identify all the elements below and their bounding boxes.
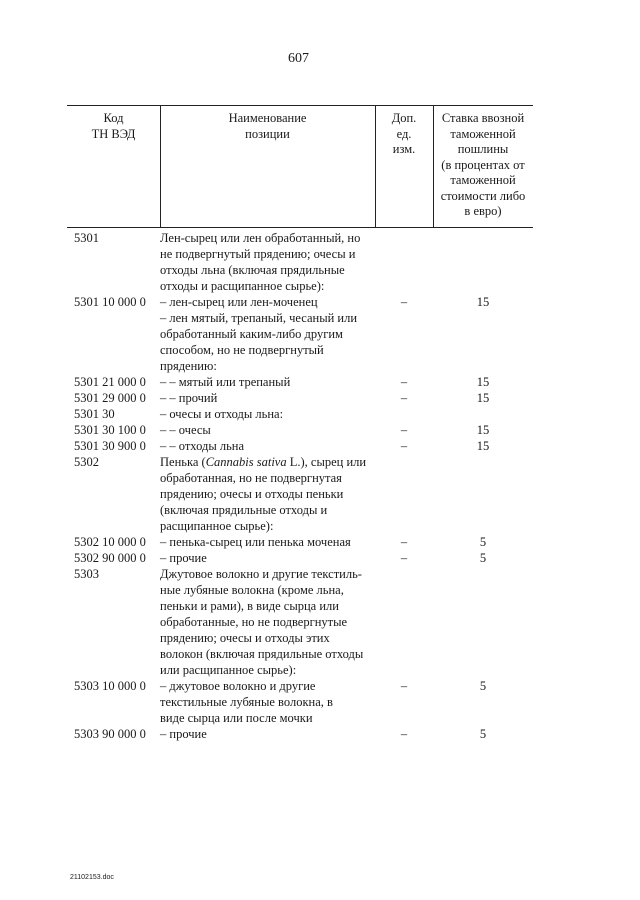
table-row xyxy=(67,534,533,550)
row-rate: 15 xyxy=(476,375,490,389)
row-name: – лен мятый, трепаный, чесаный или обработанный каким-либо другим способом, но не подвергнутый прядению: xyxy=(160,311,358,373)
row-rate: 5 xyxy=(479,551,487,565)
row-name-part: L.), сырец или обработанная, но не подвергнутая прядению; очесы и отходы пеньки (включая прядильные отходы и расщипанное сырье): xyxy=(160,455,367,533)
row-rate xyxy=(433,230,533,294)
row-code: 5302 10 000 0 xyxy=(74,535,146,549)
table-row xyxy=(67,454,533,534)
row-rate xyxy=(433,566,533,678)
row-name: – – очесы xyxy=(160,423,211,437)
row-code: 5301 21 000 0 xyxy=(74,375,146,389)
row-code: 5301 30 xyxy=(74,407,115,421)
row-code: 5301 30 100 0 xyxy=(74,423,146,437)
row-unit xyxy=(375,406,433,422)
row-unit: – xyxy=(400,295,408,309)
row-rate: 15 xyxy=(476,295,490,309)
table-row xyxy=(67,550,533,566)
row-name: – лен-сырец или лен-моченец xyxy=(160,295,318,309)
row-unit xyxy=(375,310,433,374)
table-row xyxy=(67,390,533,406)
row-code: 5301 10 000 0 xyxy=(74,295,146,309)
row-unit: – xyxy=(400,551,408,565)
row-name: – – отходы льна xyxy=(160,439,245,453)
row-name: Лен-сырец или лен обработанный, но не подвергнутый прядению; очесы и отходы льна (включая прядильные отходы и расщипанное сырье): xyxy=(160,231,361,293)
row-name: – очесы и отходы льна: xyxy=(160,407,284,421)
table-row xyxy=(67,438,533,454)
row-unit: – xyxy=(400,679,408,693)
row-name: – пенька-сырец или пенька моченая xyxy=(160,535,351,549)
row-unit: – xyxy=(400,535,408,549)
row-unit: – xyxy=(400,375,408,389)
row-unit: – xyxy=(400,423,408,437)
file-name-footer: 21102153.doc xyxy=(70,874,114,881)
row-code: 5302 90 000 0 xyxy=(74,551,146,565)
row-unit: – xyxy=(400,727,408,741)
table-row xyxy=(67,294,533,310)
row-name-part: Пенька ( xyxy=(160,455,206,469)
row-unit xyxy=(375,566,433,678)
row-name: – – прочий xyxy=(160,391,218,405)
table-header xyxy=(67,106,533,228)
table-row xyxy=(67,566,533,678)
row-code: 5301 29 000 0 xyxy=(74,391,146,405)
table-row xyxy=(67,310,533,374)
row-name: – – мятый или трепаный xyxy=(160,375,291,389)
table-row xyxy=(67,726,533,742)
header-code: Код ТН ВЭД xyxy=(91,111,136,141)
table-row xyxy=(67,230,533,294)
row-name: Джутовое волокно и другие текстиль- ные лубяные волокна (кроме льна, пеньки и рами), в виде сырца или обработанные, но не подвергнутые прядению; очесы и отходы этих волокон (включая прядильные отходы или расщипанное сырье): xyxy=(160,567,364,677)
row-code: 5303 10 000 0 xyxy=(74,679,146,693)
row-unit: – xyxy=(400,391,408,405)
row-rate xyxy=(433,310,533,374)
row-code: 5301 30 900 0 xyxy=(74,439,146,453)
row-rate: 15 xyxy=(476,391,490,405)
table-body xyxy=(67,228,533,742)
row-name xyxy=(160,454,375,534)
row-rate: 15 xyxy=(476,439,490,453)
tariff-table xyxy=(67,105,533,742)
table-row xyxy=(67,374,533,390)
row-rate xyxy=(433,454,533,534)
row-rate xyxy=(433,406,533,422)
row-code: 5303 90 000 0 xyxy=(74,727,146,741)
row-code xyxy=(67,310,160,374)
row-rate: 5 xyxy=(479,727,487,741)
latin-name-italic: Cannabis sativa xyxy=(205,455,287,469)
row-name: – прочие xyxy=(160,551,207,565)
row-rate: 5 xyxy=(479,535,487,549)
header-name: Наименование позиции xyxy=(228,111,307,141)
page-number: 607 xyxy=(288,51,309,66)
header-rate: Ставка ввозной таможенной пошлины (в процентах от таможенной стоимости либо в евро) xyxy=(440,111,526,218)
row-name: – прочие xyxy=(160,727,207,741)
row-rate: 15 xyxy=(476,423,490,437)
table-row xyxy=(67,678,533,726)
row-unit xyxy=(375,454,433,534)
row-code: 5301 xyxy=(74,231,99,245)
row-unit: – xyxy=(400,439,408,453)
table-row xyxy=(67,422,533,438)
row-code: 5303 xyxy=(74,567,99,581)
row-unit xyxy=(375,230,433,294)
header-unit: Доп. ед. изм. xyxy=(391,111,417,156)
row-code: 5302 xyxy=(74,455,99,469)
table-row xyxy=(67,406,533,422)
row-name: – джутовое волокно и другие текстильные лубяные волокна, в виде сырца или после мочки xyxy=(160,679,333,725)
row-rate: 5 xyxy=(479,679,487,693)
